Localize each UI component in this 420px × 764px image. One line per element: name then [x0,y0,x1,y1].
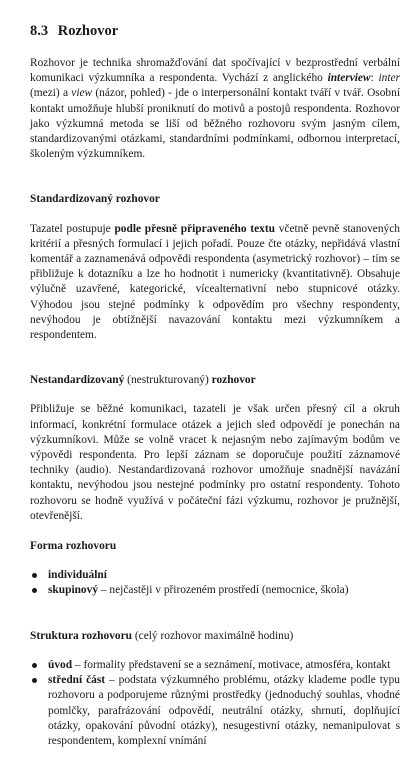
term-view: view [71,87,93,100]
nonstandardized-heading [30,373,400,388]
item-label: skupinový [48,584,99,597]
heading-part: Struktura rozhovoru [30,629,132,642]
structure-heading [30,629,400,644]
heading-part: (celý rozhovor maximálně hodinu) [132,629,294,642]
item-text: – podstata výzkumného problému, otázky klademe podle typu rozhovoru a podporujeme různými prostředky (jednoduchý souhlas, vhodné pomlčky, parafrázování odpovědí, neutrální otázky, shrnutí, doplňující otázky, opakování původní otázky), nesugestivní otázky, nemanipulovat s respondentem, komplexní vnímání [48,674,400,747]
intro-text: Rozhovor je technika shromažďování dat spočívající v bezprostřední verbální komunikaci výzkumníka a respondenta. Vychází z anglického [30,57,400,85]
list-item [30,583,400,598]
item-label: úvod [48,658,73,671]
form-list [30,568,400,598]
section-title [30,22,400,40]
standardized-text: Tazatel postupuje [30,222,115,235]
standardized-paragraph [30,222,400,344]
heading-part: rozhovor [211,374,256,387]
item-label: střední část [48,674,106,687]
intro-text: (mezi) a [30,87,72,100]
bullet-icon [32,588,37,593]
standardized-emphasis: podle přesně připraveného textu [114,222,275,235]
section-title-text: Rozhovor [57,23,119,39]
list-item [30,568,400,583]
list-item [30,658,400,673]
heading-part: Nestandardizovaný [30,374,125,387]
section-number: 8.3 [30,23,49,39]
form-heading: Forma rozhovoru [30,540,117,553]
term-inter: inter [378,72,400,85]
item-text: – nejčastěji v přirozeném prostředí (nemocnice, škola) [98,584,349,597]
intro-paragraph [30,56,400,162]
intro-text: (názor, pohled) - jde o interpersonální kontakt tváří v tvář. Osobní kontakt umožňuje hlubší proniknutí do motivů a postojů respondenta. Rozhovor jako výzkumná metoda se liší od běžného rozhovoru svým jasným cílem, standardizovanými otázkami, standardními podmínkami, odbornou interpretací, školeným výzkumníkem. [30,87,400,161]
item-text: – formality představení se a seznámení, motivace, atmosféra, kontakt [72,658,391,671]
bullet-icon [32,573,37,578]
bullet-icon [32,678,37,683]
structure-list [30,658,400,749]
item-label: individuální [48,569,107,582]
standardized-heading: Standardizovaný rozhovor [30,193,160,206]
standardized-text: včetně pevně stanovených kritérií a přesných formulací i jejich pořadí. Pouze čte otázky, nepřidává vlastní komentář a zaznamenává odpovědi respondenta (asymetrický rozhovor) – tím se přibližuje k dotazníku a lze ho hodnotit i numericky (kvantitativně). Obsahuje výlučně uzavřené, kategorické, vícealternativní nebo stupnicové otázky. Výhodou jsou stejné podmínky k odpovědím pro všechny respondenty, nevýhodou je obtížnější navazování kontaktu mezi výzkumníkem a respondentem. [30,222,400,342]
term-interview: interview [327,72,371,85]
heading-part: (nestrukturovaný) [124,374,212,387]
bullet-icon [32,663,37,668]
intro-text: : [370,72,379,85]
nonstandardized-paragraph: Přibližuje se běžné komunikaci, tazateli je však určen přesný cíl a okruh informací, konkrétní formulace otázek a jejich sled odpovědí je ponechán na výzkumníkovi. Může se volně vracet k nejasným nebo zajímavým bodům ve výpovědi respondenta. Pro lepší záznam se doporučuje použití záznamové techniky (audio). Nestandardizovaná rozhovor umožňuje snadnější navázání kontaktu, nevýhodou jsou nestejné podmínky pro ostatní respondenty. Tohoto rozhovoru se hodně využívá v počáteční fázi výzkumu, rozhovor je pružnější, otevřenější. [30,403,400,522]
list-item [30,673,400,749]
